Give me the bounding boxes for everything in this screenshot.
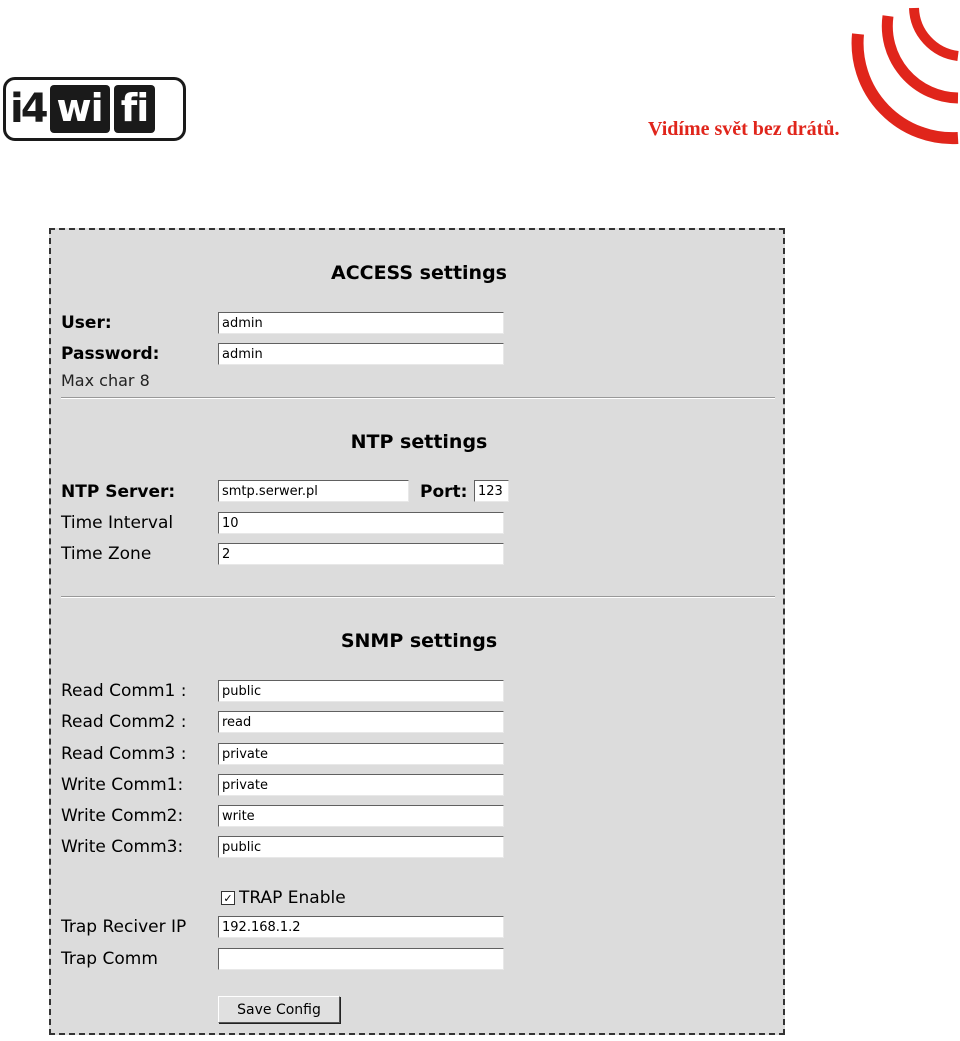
time-zone-input[interactable] — [218, 543, 504, 565]
user-input[interactable] — [218, 312, 504, 334]
i4wifi-logo — [3, 77, 186, 141]
port-input[interactable] — [474, 480, 509, 502]
read-comm1-label: Read Comm1 : — [61, 681, 187, 701]
settings-panel — [49, 228, 785, 1035]
write-comm3-label: Write Comm3: — [61, 837, 184, 857]
password-hint: Max char 8 — [61, 371, 150, 390]
write-comm1-label: Write Comm1: — [61, 775, 184, 795]
logo-wi-text: wi — [50, 85, 110, 133]
write-comm3-input[interactable] — [218, 836, 504, 858]
ntp-server-label: NTP Server: — [61, 482, 176, 502]
password-label: Password: — [61, 344, 160, 364]
ntp-settings-title: NTP settings — [350, 431, 488, 453]
read-comm3-label: Read Comm3 : — [61, 744, 187, 764]
time-zone-label: Time Zone — [61, 544, 152, 564]
wireless-waves-icon — [840, 0, 960, 150]
trap-comm-input[interactable] — [218, 948, 504, 970]
read-comm3-input[interactable] — [218, 743, 504, 765]
write-comm1-input[interactable] — [218, 774, 504, 796]
time-interval-input[interactable] — [218, 512, 504, 534]
write-comm2-input[interactable] — [218, 805, 504, 827]
check-mark-icon: ✓ — [223, 891, 233, 905]
user-label: User: — [61, 313, 112, 333]
trap-enable-checkbox[interactable] — [221, 891, 235, 905]
divider-ntp — [61, 596, 775, 598]
access-settings-title: ACCESS settings — [330, 262, 507, 284]
trap-comm-label: Trap Comm — [61, 949, 158, 969]
write-comm2-label: Write Comm2: — [61, 806, 184, 826]
time-interval-label: Time Interval — [61, 513, 174, 533]
port-label: Port: — [420, 482, 468, 502]
ntp-server-input[interactable] — [218, 480, 409, 502]
snmp-settings-title: SNMP settings — [340, 630, 498, 652]
read-comm2-input[interactable] — [218, 711, 504, 733]
password-input[interactable] — [218, 343, 504, 365]
divider-access — [61, 397, 775, 399]
trap-enable-option[interactable] — [221, 888, 346, 908]
trap-receiver-ip-input[interactable] — [218, 916, 504, 938]
slogan: Vidíme svět bez drátů. — [648, 118, 840, 140]
save-config-button[interactable]: Save Config — [218, 996, 340, 1023]
trap-receiver-ip-label: Trap Reciver IP — [61, 917, 187, 937]
logo-fi-text: fi — [114, 85, 156, 133]
read-comm2-label: Read Comm2 : — [61, 712, 187, 732]
read-comm1-input[interactable] — [218, 680, 504, 702]
trap-enable-label: TRAP Enable — [239, 888, 346, 908]
logo-i4-text: i4 — [10, 86, 46, 132]
